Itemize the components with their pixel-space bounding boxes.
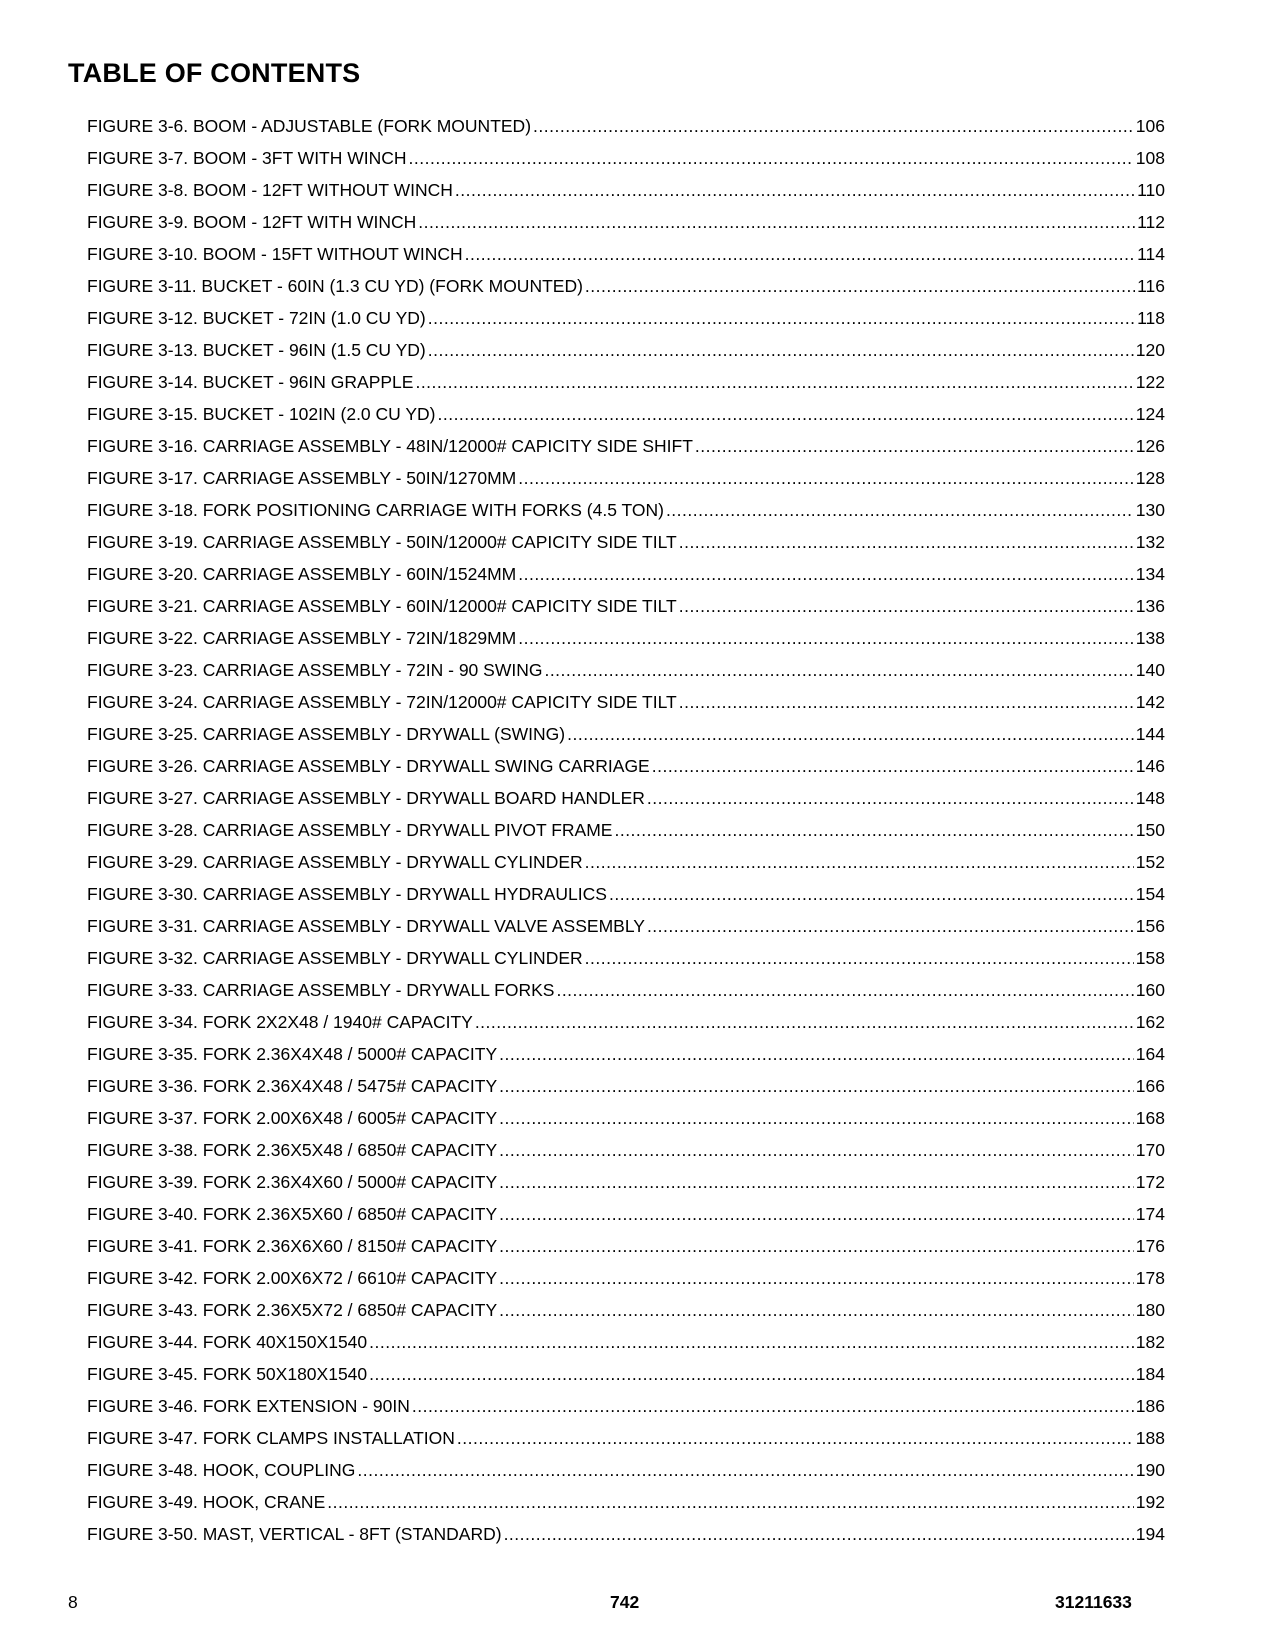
toc-dot-leader — [544, 654, 1133, 686]
toc-dot-leader — [518, 558, 1134, 590]
toc-entry[interactable] — [87, 1326, 1165, 1358]
toc-entry-title: FIGURE 3-43. FORK 2.36X5X72 / 6850# CAPACITY — [87, 1300, 498, 1320]
toc-dot-leader — [652, 750, 1134, 782]
toc-entry[interactable] — [87, 1006, 1165, 1038]
toc-entry[interactable] — [87, 1230, 1165, 1262]
toc-entry-title: FIGURE 3-9. BOOM - 12FT WITH WINCH — [87, 212, 417, 232]
toc-entry-page: 148 — [1135, 788, 1165, 808]
toc-entry[interactable] — [87, 238, 1165, 270]
toc-entry-page: 162 — [1135, 1012, 1165, 1032]
toc-entry-page: 116 — [1137, 276, 1165, 296]
toc-entry-page: 138 — [1135, 628, 1165, 648]
toc-entry-title: FIGURE 3-35. FORK 2.36X4X48 / 5000# CAPACITY — [87, 1044, 498, 1064]
toc-dot-leader — [327, 1486, 1134, 1518]
toc-entry-title: FIGURE 3-15. BUCKET - 102IN (2.0 CU YD) — [87, 404, 436, 424]
toc-entry[interactable] — [87, 1518, 1165, 1550]
toc-entry-title: FIGURE 3-32. CARRIAGE ASSEMBLY - DRYWALL CYLINDER — [87, 948, 583, 968]
toc-entry-title: FIGURE 3-46. FORK EXTENSION - 90IN — [87, 1396, 410, 1416]
toc-entry-title: FIGURE 3-42. FORK 2.00X6X72 / 6610# CAPACITY — [87, 1268, 498, 1288]
toc-entry-title: FIGURE 3-45. FORK 50X180X1540 — [87, 1364, 368, 1384]
toc-entry-page: 150 — [1135, 820, 1165, 840]
toc-dot-leader — [499, 1102, 1134, 1134]
toc-entry-title: FIGURE 3-34. FORK 2X2X48 / 1940# CAPACITY — [87, 1012, 473, 1032]
toc-entry-title: FIGURE 3-40. FORK 2.36X5X60 / 6850# CAPACITY — [87, 1204, 498, 1224]
toc-entry-page: 172 — [1135, 1172, 1165, 1192]
toc-entry-page: 110 — [1137, 180, 1165, 200]
toc-entry[interactable] — [87, 398, 1165, 430]
toc-dot-leader — [679, 590, 1134, 622]
toc-entry-page: 188 — [1135, 1428, 1165, 1448]
toc-entry-page: 126 — [1135, 436, 1165, 456]
toc-entry-title: FIGURE 3-37. FORK 2.00X6X48 / 6005# CAPACITY — [87, 1108, 498, 1128]
toc-entry-page: 184 — [1135, 1364, 1165, 1384]
toc-entry[interactable] — [87, 302, 1165, 334]
toc-dot-leader — [499, 1070, 1134, 1102]
toc-dot-leader — [567, 718, 1134, 750]
toc-entry[interactable] — [87, 1486, 1165, 1518]
toc-entry-page: 146 — [1135, 756, 1165, 776]
footer-page-number: 8 — [68, 1592, 78, 1612]
toc-entry[interactable] — [87, 1102, 1165, 1134]
toc-entry-title: FIGURE 3-13. BUCKET - 96IN (1.5 CU YD) — [87, 340, 426, 360]
toc-entry-title: FIGURE 3-23. CARRIAGE ASSEMBLY - 72IN - 90 SWING — [87, 660, 543, 680]
toc-entry-title: FIGURE 3-47. FORK CLAMPS INSTALLATION — [87, 1428, 455, 1448]
toc-dot-leader — [499, 1230, 1134, 1262]
toc-entry-page: 154 — [1135, 884, 1165, 904]
toc-entry[interactable] — [87, 686, 1165, 718]
toc-dot-leader — [609, 878, 1134, 910]
toc-entry-title: FIGURE 3-28. CARRIAGE ASSEMBLY - DRYWALL PIVOT FRAME — [87, 820, 613, 840]
toc-dot-leader — [409, 142, 1134, 174]
toc-dot-leader — [647, 782, 1134, 814]
toc-entry[interactable] — [87, 206, 1165, 238]
toc-entry[interactable] — [87, 1422, 1165, 1454]
toc-entry-title: FIGURE 3-41. FORK 2.36X6X60 / 8150# CAPACITY — [87, 1236, 498, 1256]
toc-dot-leader — [647, 910, 1134, 942]
toc-dot-leader — [415, 366, 1133, 398]
toc-dot-leader — [499, 1134, 1134, 1166]
toc-entry-page: 164 — [1135, 1044, 1165, 1064]
toc-entry-page: 130 — [1135, 500, 1165, 520]
toc-entry-title: FIGURE 3-29. CARRIAGE ASSEMBLY - DRYWALL CYLINDER — [87, 852, 583, 872]
toc-entry[interactable] — [87, 1134, 1165, 1166]
toc-entry[interactable] — [87, 526, 1165, 558]
toc-dot-leader — [499, 1198, 1134, 1230]
toc-entry-page: 112 — [1137, 212, 1165, 232]
toc-dot-leader — [518, 462, 1134, 494]
toc-entry-page: 152 — [1135, 852, 1165, 872]
toc-entry-title: FIGURE 3-49. HOOK, CRANE — [87, 1492, 326, 1512]
toc-entry-page: 132 — [1135, 532, 1165, 552]
toc-list — [87, 110, 1165, 1550]
toc-dot-leader — [695, 430, 1134, 462]
toc-entry-page: 136 — [1135, 596, 1165, 616]
toc-entry-page: 194 — [1135, 1524, 1165, 1544]
toc-entry-title: FIGURE 3-50. MAST, VERTICAL - 8FT (STANDARD) — [87, 1524, 502, 1544]
toc-dot-leader — [614, 814, 1133, 846]
toc-entry[interactable] — [87, 142, 1165, 174]
toc-entry-page: 156 — [1135, 916, 1165, 936]
toc-entry-title: FIGURE 3-44. FORK 40X150X1540 — [87, 1332, 368, 1352]
toc-entry-title: FIGURE 3-27. CARRIAGE ASSEMBLY - DRYWALL BOARD HANDLER — [87, 788, 645, 808]
toc-entry-page: 168 — [1135, 1108, 1165, 1128]
toc-entry[interactable] — [87, 622, 1165, 654]
toc-entry-title: FIGURE 3-31. CARRIAGE ASSEMBLY - DRYWALL VALVE ASSEMBLY — [87, 916, 645, 936]
toc-entry-page: 108 — [1135, 148, 1165, 168]
toc-dot-leader — [533, 110, 1134, 142]
toc-entry-page: 182 — [1135, 1332, 1165, 1352]
toc-entry-title: FIGURE 3-36. FORK 2.36X4X48 / 5475# CAPACITY — [87, 1076, 498, 1096]
toc-entry[interactable] — [87, 782, 1165, 814]
toc-dot-leader — [499, 1166, 1134, 1198]
toc-entry[interactable] — [87, 174, 1165, 206]
toc-entry[interactable] — [87, 270, 1165, 302]
toc-entry-title: FIGURE 3-16. CARRIAGE ASSEMBLY - 48IN/12000# CAPICITY SIDE SHIFT — [87, 436, 693, 456]
toc-entry-page: 174 — [1135, 1204, 1165, 1224]
toc-dot-leader — [499, 1294, 1134, 1326]
toc-entry[interactable] — [87, 1038, 1165, 1070]
toc-entry-title: FIGURE 3-22. CARRIAGE ASSEMBLY - 72IN/1829MM — [87, 628, 517, 648]
toc-dot-leader — [475, 1006, 1134, 1038]
toc-entry[interactable] — [87, 1262, 1165, 1294]
toc-entry[interactable] — [87, 1390, 1165, 1422]
toc-entry[interactable] — [87, 846, 1165, 878]
toc-entry[interactable] — [87, 814, 1165, 846]
toc-entry-page: 170 — [1135, 1140, 1165, 1160]
toc-dot-leader — [585, 942, 1134, 974]
toc-entry-title: FIGURE 3-25. CARRIAGE ASSEMBLY - DRYWALL (SWING) — [87, 724, 566, 744]
toc-dot-leader — [369, 1326, 1134, 1358]
toc-dot-leader — [428, 334, 1134, 366]
toc-entry[interactable] — [87, 430, 1165, 462]
toc-entry-title: FIGURE 3-26. CARRIAGE ASSEMBLY - DRYWALL SWING CARRIAGE — [87, 756, 650, 776]
toc-entry-title: FIGURE 3-48. HOOK, COUPLING — [87, 1460, 356, 1480]
toc-entry-title: FIGURE 3-17. CARRIAGE ASSEMBLY - 50IN/1270MM — [87, 468, 517, 488]
toc-entry-page: 166 — [1135, 1076, 1165, 1096]
toc-entry-title: FIGURE 3-14. BUCKET - 96IN GRAPPLE — [87, 372, 414, 392]
toc-entry-title: FIGURE 3-24. CARRIAGE ASSEMBLY - 72IN/12000# CAPICITY SIDE TILT — [87, 692, 677, 712]
toc-dot-leader — [518, 622, 1134, 654]
toc-entry-page: 192 — [1135, 1492, 1165, 1512]
toc-entry[interactable] — [87, 942, 1165, 974]
toc-entry[interactable] — [87, 1294, 1165, 1326]
toc-entry-page: 180 — [1135, 1300, 1165, 1320]
toc-entry[interactable] — [87, 750, 1165, 782]
toc-dot-leader — [412, 1390, 1134, 1422]
toc-entry[interactable] — [87, 1198, 1165, 1230]
toc-dot-leader — [666, 494, 1134, 526]
toc-dot-leader — [428, 302, 1135, 334]
toc-entry-page: 122 — [1135, 372, 1165, 392]
toc-entry-page: 106 — [1135, 116, 1165, 136]
toc-entry-title: FIGURE 3-8. BOOM - 12FT WITHOUT WINCH — [87, 180, 453, 200]
toc-entry-page: 186 — [1135, 1396, 1165, 1416]
page-title: TABLE OF CONTENTS — [68, 58, 361, 88]
toc-entry-page: 144 — [1135, 724, 1165, 744]
toc-entry-title: FIGURE 3-21. CARRIAGE ASSEMBLY - 60IN/12000# CAPICITY SIDE TILT — [87, 596, 677, 616]
toc-dot-leader — [465, 238, 1135, 270]
toc-entry-title: FIGURE 3-7. BOOM - 3FT WITH WINCH — [87, 148, 407, 168]
toc-entry-page: 178 — [1135, 1268, 1165, 1288]
toc-entry-page: 160 — [1135, 980, 1165, 1000]
toc-entry-page: 118 — [1137, 308, 1165, 328]
toc-entry[interactable] — [87, 654, 1165, 686]
toc-entry[interactable] — [87, 590, 1165, 622]
toc-entry-page: 190 — [1135, 1460, 1165, 1480]
toc-entry-page: 124 — [1135, 404, 1165, 424]
toc-entry[interactable] — [87, 1454, 1165, 1486]
toc-entry[interactable] — [87, 462, 1165, 494]
toc-dot-leader — [504, 1518, 1134, 1550]
toc-entry-title: FIGURE 3-38. FORK 2.36X5X48 / 6850# CAPACITY — [87, 1140, 498, 1160]
toc-entry-title: FIGURE 3-19. CARRIAGE ASSEMBLY - 50IN/12000# CAPICITY SIDE TILT — [87, 532, 677, 552]
toc-entry-page: 140 — [1135, 660, 1165, 680]
toc-dot-leader — [556, 974, 1133, 1006]
toc-entry[interactable] — [87, 366, 1165, 398]
toc-entry-page: 120 — [1135, 340, 1165, 360]
toc-entry[interactable] — [87, 110, 1165, 142]
toc-dot-leader — [679, 526, 1134, 558]
toc-dot-leader — [585, 270, 1135, 302]
toc-entry-title: FIGURE 3-20. CARRIAGE ASSEMBLY - 60IN/1524MM — [87, 564, 517, 584]
toc-entry[interactable] — [87, 718, 1165, 750]
toc-dot-leader — [585, 846, 1134, 878]
toc-entry[interactable] — [87, 878, 1165, 910]
toc-entry[interactable] — [87, 1070, 1165, 1102]
toc-entry[interactable] — [87, 1358, 1165, 1390]
footer-model: 742 — [610, 1592, 640, 1612]
toc-dot-leader — [679, 686, 1134, 718]
toc-entry[interactable] — [87, 494, 1165, 526]
toc-entry-page: 176 — [1135, 1236, 1165, 1256]
toc-entry-title: FIGURE 3-39. FORK 2.36X4X60 / 5000# CAPACITY — [87, 1172, 498, 1192]
toc-dot-leader — [499, 1262, 1134, 1294]
toc-entry-page: 114 — [1137, 244, 1165, 264]
toc-entry-page: 158 — [1135, 948, 1165, 968]
toc-entry-title: FIGURE 3-10. BOOM - 15FT WITHOUT WINCH — [87, 244, 463, 264]
toc-entry-title: FIGURE 3-6. BOOM - ADJUSTABLE (FORK MOUNTED) — [87, 116, 532, 136]
toc-entry[interactable] — [87, 910, 1165, 942]
toc-entry-title: FIGURE 3-11. BUCKET - 60IN (1.3 CU YD) (FORK MOUNTED) — [87, 276, 583, 296]
footer-part-number: 31211633 — [1055, 1592, 1132, 1612]
toc-entry[interactable] — [87, 334, 1165, 366]
toc-dot-leader — [418, 206, 1135, 238]
toc-dot-leader — [369, 1358, 1134, 1390]
toc-entry-title: FIGURE 3-33. CARRIAGE ASSEMBLY - DRYWALL FORKS — [87, 980, 555, 1000]
toc-dot-leader — [457, 1422, 1134, 1454]
toc-dot-leader — [437, 398, 1133, 430]
toc-entry-page: 134 — [1135, 564, 1165, 584]
toc-entry[interactable] — [87, 1166, 1165, 1198]
toc-entry-page: 142 — [1135, 692, 1165, 712]
toc-entry-title: FIGURE 3-18. FORK POSITIONING CARRIAGE WITH FORKS (4.5 TON) — [87, 500, 664, 520]
toc-entry-title: FIGURE 3-12. BUCKET - 72IN (1.0 CU YD) — [87, 308, 426, 328]
toc-entry[interactable] — [87, 558, 1165, 590]
toc-dot-leader — [357, 1454, 1133, 1486]
toc-dot-leader — [455, 174, 1135, 206]
toc-dot-leader — [499, 1038, 1134, 1070]
toc-entry-page: 128 — [1135, 468, 1165, 488]
toc-entry[interactable] — [87, 974, 1165, 1006]
toc-entry-title: FIGURE 3-30. CARRIAGE ASSEMBLY - DRYWALL HYDRAULICS — [87, 884, 607, 904]
